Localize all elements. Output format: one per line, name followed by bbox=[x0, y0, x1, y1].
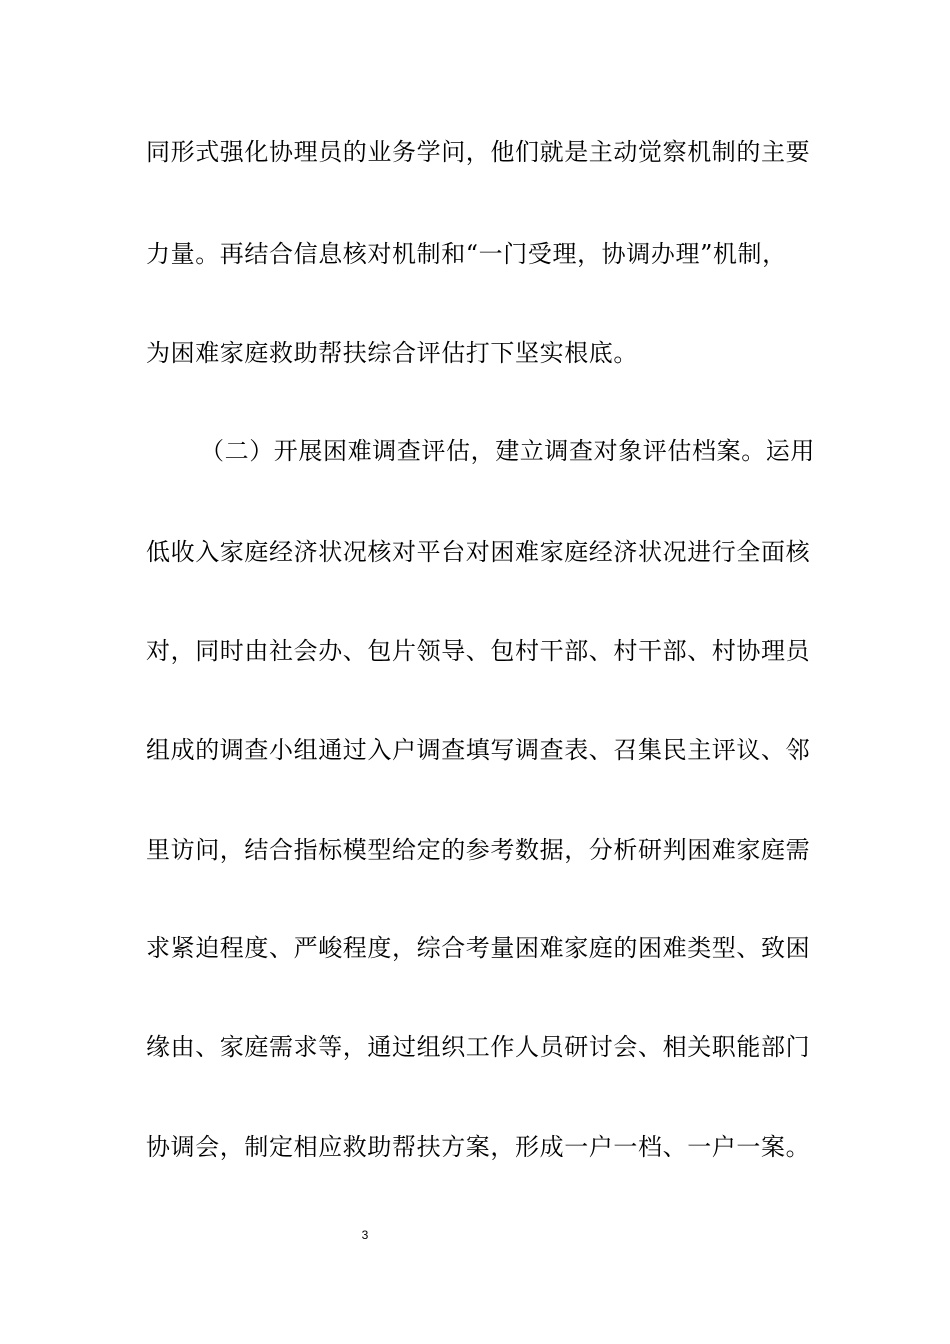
paragraph-line: 低收入家庭经济状况核对平台对困难家庭经济状况进行全面核 bbox=[146, 538, 811, 566]
paragraph-line: 为困难家庭救助帮扶综合评估打下坚实根底。 bbox=[146, 339, 638, 367]
paragraph-line: 同形式强化协理员的业务学问，他们就是主动觉察机制的主要 bbox=[146, 138, 811, 166]
page-number: 3 bbox=[361, 1228, 369, 1242]
paragraph-line: 里访问，结合指标模型给定的参考数据，分析研判困难家庭需 bbox=[146, 836, 811, 864]
paragraph-line: 力量。再结合信息核对机制和“一门受理，协调办理”机制， bbox=[146, 240, 787, 268]
paragraph-line: 协调会，制定相应救助帮扶方案，形成一户一档、一户一案。 bbox=[146, 1133, 811, 1161]
paragraph-line: 组成的调查小组通过入户调查填写调查表、召集民主评议、邻 bbox=[146, 736, 811, 764]
paragraph-line: 对，同时由社会办、包片领导、包村干部、村干部、村协理员 bbox=[146, 637, 811, 665]
paragraph-line: （二）开展困难调查评估，建立调查对象评估档案。运用 bbox=[200, 437, 815, 465]
paragraph-line: 求紧迫程度、严峻程度，综合考量困难家庭的困难类型、致困 bbox=[146, 934, 811, 962]
paragraph-line: 缘由、家庭需求等，通过组织工作人员研讨会、相关职能部门 bbox=[146, 1033, 811, 1061]
